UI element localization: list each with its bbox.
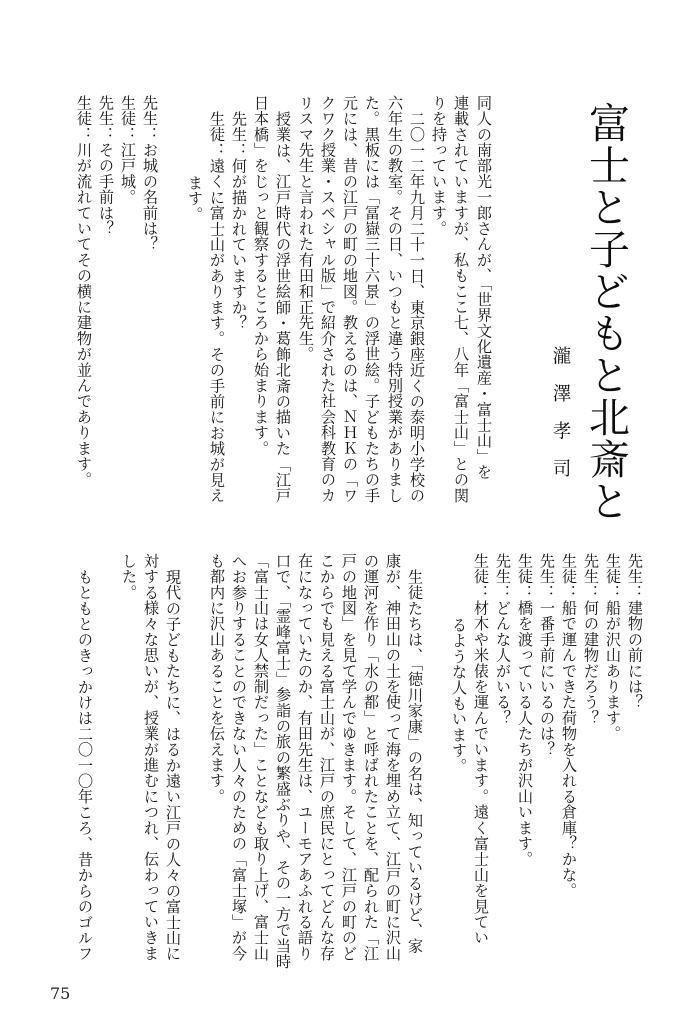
upper-col-9: リスマ先生と言われた有田和正先生。 xyxy=(297,95,315,362)
article-author: 瀧澤孝司 xyxy=(550,346,571,496)
lower-col-20: 現代の子どもたちに、はるか遠い江戸の人々の富士山に xyxy=(164,569,182,962)
upper-col-16: 生徒：江戸城。 xyxy=(119,95,137,205)
lower-col-3: 先生：何の建物だろう？ xyxy=(582,553,600,726)
upper-col-1: 同人の南部光一郎さんが、「世界文化遺産・富士山」を xyxy=(475,95,493,480)
upper-col-7: 元には、昔の江戸の町の地図。教えるのは、ＮＨＫの「ワ xyxy=(341,95,359,504)
upper-col-15: 先生：お城の名前は？ xyxy=(141,95,159,252)
upper-col-11: 日本橋」をじっと観察するところから始まります。 xyxy=(252,95,270,457)
lower-col-5: 先生：一番手前にいるのは？ xyxy=(538,553,556,758)
lower-col-2: 生徒：船が沢山あります。 xyxy=(604,553,622,742)
lower-col-9: るような人もいます。 xyxy=(450,617,468,774)
upper-col-2: 連載されていますが、私もここ七、八年「富士山」との関 xyxy=(452,95,470,504)
upper-col-10: 授業は、江戸時代の浮世絵師・葛飾北斎の描いた「江戸 xyxy=(274,111,292,504)
upper-col-13: 生徒：遠くに富士山があります。その手前にお城が見え xyxy=(208,111,226,504)
lower-col-13: 戸の地図」を見て学んでゆきます。そして、江戸の町のど xyxy=(340,553,358,962)
article-title: 富士と子どもと北斎と xyxy=(582,102,630,522)
lower-col-15: 在になっていたのか、有田先生は、ユーモアあふれる語り xyxy=(296,553,314,962)
upper-col-3: りを持っています。 xyxy=(430,95,448,237)
upper-col-18: 生徒：川が流れていてその横に建物が並んであります。 xyxy=(75,95,93,488)
lower-col-10: 生徒たちは、「徳川家康」の名は、知っているけど、家 xyxy=(406,569,424,954)
lower-col-8: 生徒：材木や米俵を運んでいます。遠く富士山を見てい xyxy=(472,553,490,946)
lower-col-1: 先生：建物の前には？ xyxy=(626,553,644,710)
lower-col-23: もともとのきっかけは二〇一〇年ころ、昔からのゴルフ xyxy=(76,569,94,962)
page-number: 75 xyxy=(50,984,71,1003)
lower-col-7: 先生：どんな人がいる？ xyxy=(494,553,512,726)
upper-col-17: 先生：その手前は？ xyxy=(97,95,115,237)
lower-col-19: も都内に沢山あることを伝えます。 xyxy=(208,553,226,805)
lower-col-16: 口で、「霊峰富士」参詣の旅の繁盛ぶりや、その一方で当時 xyxy=(274,553,292,970)
upper-col-4: 二〇一二年九月二十一日、東京銀座近くの泰明小学校の xyxy=(408,111,426,504)
lower-col-18: へお参りすることのできない人々のための「富士塚」が今 xyxy=(230,553,248,962)
lower-col-21: 対する様々な思いが、授業が進むにつれ、伝わっていきま xyxy=(142,553,160,962)
lower-col-11: 康が、神田山の土を使って海を埋め立て、江戸の町に沢山 xyxy=(384,553,402,962)
lower-col-12: の運河を作り「水の都」と呼ばれたことを、配られた「江 xyxy=(362,553,380,962)
lower-col-14: こからでも見える富士山が、江戸の庶民にとってどんな存 xyxy=(318,553,336,962)
lower-col-4: 生徒：船で運んできた荷物を入れる倉庫？かな。 xyxy=(560,553,578,899)
lower-col-6: 生徒：橋を渡っている人たちが沢山います。 xyxy=(516,553,534,867)
upper-col-14: ます。 xyxy=(186,175,204,223)
upper-col-8: クワク授業・スペシャル版」で紹介された社会科教育のカ xyxy=(319,95,337,504)
upper-col-6: た。黒板には「冨嶽三十六景」の浮世絵。子どもたちの手 xyxy=(363,95,381,504)
lower-col-17: 「富士山は女人禁制だった」ことなども取り上げ、富士山 xyxy=(252,553,270,962)
lower-col-22: した。 xyxy=(120,553,138,601)
upper-col-12: 先生：何が描かれていますか？ xyxy=(230,111,248,331)
upper-col-5: 六年生の教室。その日、いつもと違う特別授業がありまし xyxy=(386,95,404,504)
